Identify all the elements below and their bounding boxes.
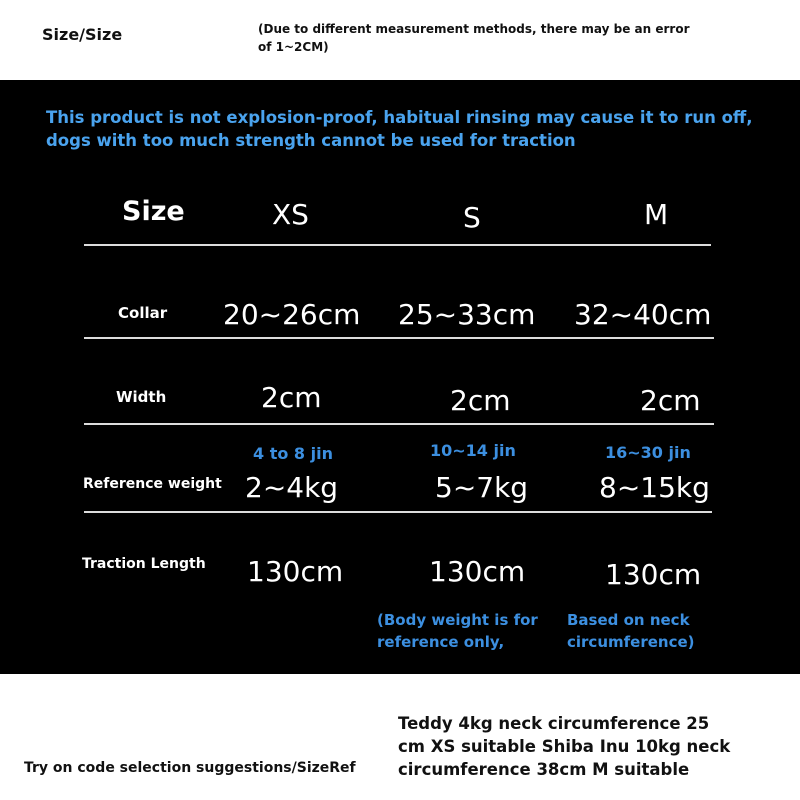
collar-divider	[84, 337, 714, 339]
fit-example-line2: cm XS suitable Shiba Inu 10kg neck	[398, 737, 731, 756]
weight-xs-jin: 4 to 8 jin	[253, 444, 333, 463]
width-divider	[84, 423, 714, 425]
warning-line1: This product is not explosion-proof, habitual rinsing may cause it to run off,	[46, 108, 753, 127]
weight-m-value: 8~15kg	[599, 471, 710, 504]
selection-suggestions-label: Try on code selection suggestions/SizeRef	[24, 760, 356, 776]
size-column-header: Size	[122, 196, 185, 227]
width-xs-value: 2cm	[261, 381, 322, 414]
measurement-note-line2: of 1~2CM)	[258, 40, 329, 54]
size-m-header: M	[644, 198, 669, 231]
width-m-value: 2cm	[640, 384, 701, 417]
collar-label: Collar	[118, 304, 168, 322]
size-table-panel	[0, 80, 800, 674]
size-xs-header: XS	[272, 198, 309, 231]
fit-example-line1: Teddy 4kg neck circumference 25	[398, 714, 710, 733]
measurement-note-line1: (Due to different measurement methods, there may be an error	[258, 22, 690, 36]
neck-note-line2: circumference)	[567, 633, 695, 651]
body-weight-note	[377, 609, 538, 653]
fit-example-text	[398, 712, 730, 781]
neck-note	[567, 609, 695, 653]
weight-divider	[84, 511, 712, 513]
weight-s-value: 5~7kg	[435, 471, 529, 504]
traction-s-value: 130cm	[429, 555, 526, 588]
collar-s-value: 25~33cm	[398, 298, 536, 331]
weight-m-jin: 16~30 jin	[605, 443, 691, 462]
collar-xs-value: 20~26cm	[223, 298, 361, 331]
reference-weight-label: Reference weight	[83, 476, 222, 492]
width-s-value: 2cm	[450, 384, 511, 417]
weight-xs-value: 2~4kg	[245, 471, 339, 504]
neck-note-line1: Based on neck	[567, 611, 690, 629]
weight-s-jin: 10~14 jin	[430, 441, 516, 460]
size-s-header: S	[463, 201, 481, 234]
header-divider	[84, 244, 711, 246]
traction-xs-value: 130cm	[247, 555, 344, 588]
body-weight-note-line1: (Body weight is for	[377, 611, 538, 629]
traction-length-label: Traction Length	[82, 556, 206, 572]
collar-m-value: 32~40cm	[574, 298, 712, 331]
fit-example-line3: circumference 38cm M suitable	[398, 760, 690, 779]
body-weight-note-line2: reference only,	[377, 633, 505, 651]
warning-line2: dogs with too much strength cannot be used for traction	[46, 131, 576, 150]
width-label: Width	[116, 388, 167, 406]
size-chart-title: Size/Size	[42, 25, 123, 44]
traction-m-value: 130cm	[605, 558, 702, 591]
measurement-note	[258, 20, 728, 56]
